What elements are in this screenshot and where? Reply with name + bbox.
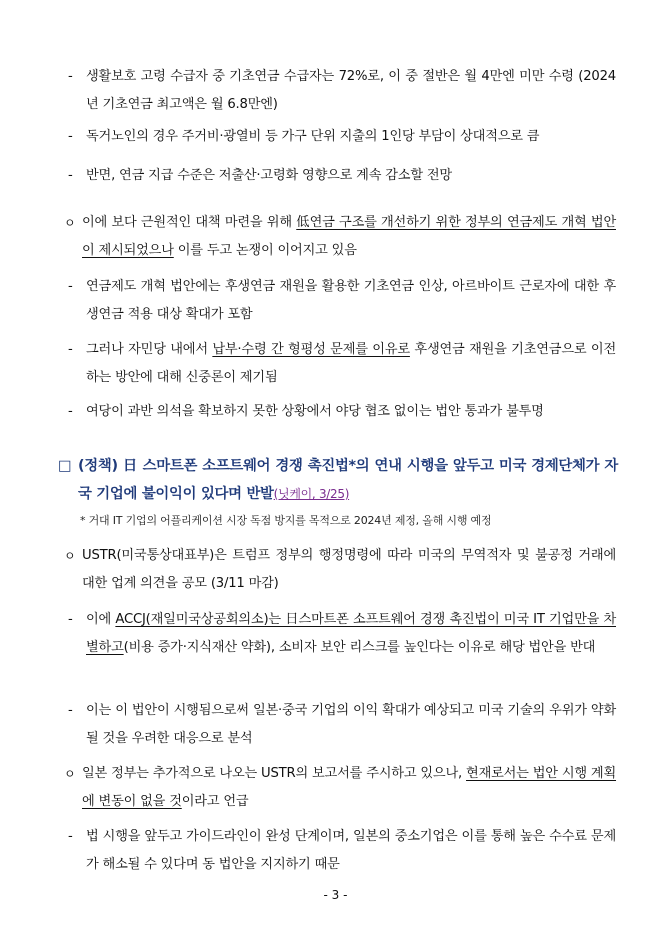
paragraph-text: 여당이 과반 의석을 확보하지 못한 상황에서 야당 협조 없이는 법안 통과가 불투명 <box>86 404 544 419</box>
bullet-reform-contents <box>68 273 616 329</box>
underlined-text: 납부·수령 간 형평성 문제를 이유로 <box>212 342 410 357</box>
dash-marker: - <box>68 703 73 718</box>
source-link[interactable]: (닛케이, 3/25) <box>273 487 350 501</box>
bullet-elderly-pension <box>68 63 616 119</box>
paragraph-text: 법 시행을 앞두고 가이드라인이 완성 단계이며, 일본의 중소기업은 이를 통해 높은 수수료 문제가 해소될 수 있다며 동 법안을 지지하기 때문 <box>86 829 616 872</box>
bullet-ldp-caution <box>68 336 616 392</box>
page-number: - 3 - <box>323 888 348 902</box>
bullet-accj <box>68 606 616 662</box>
dash-marker: - <box>68 612 73 627</box>
dash-marker: - <box>68 279 73 294</box>
bullet-ruling-party <box>68 398 616 426</box>
footnote: * 거대 IT 기업의 어플리케이션 시장 독점 방지를 목적으로 2024년 제정, 올해 시행 예정 <box>80 514 492 527</box>
paragraph-text: 연금제도 개혁 법안에는 후생연금 재원을 활용한 기초연금 인상, 아르바이트 근로자에 대한 후생연금 적용 대상 확대가 포함 <box>86 279 616 322</box>
paragraph-text: 일본 정부는 추가적으로 나오는 USTR의 보고서를 주시하고 있으나, 현재로서는 법안 시행 계획에 변동이 없을 것이라고 언급 <box>82 766 617 809</box>
bullet-ustr <box>64 542 616 598</box>
dash-marker: - <box>68 168 73 183</box>
paragraph-text: 반면, 연금 지급 수준은 저출산·고령화 영향으로 계속 감소할 전망 <box>86 168 452 183</box>
checkbox-square-icon: □ <box>58 458 72 474</box>
circle-marker: ㅇ <box>64 549 76 563</box>
paragraph-text: 생활보호 고령 수급자 중 기초연금 수급자는 72%로, 이 중 절반은 월 4만엔 미만 수령 (2024년 기초연금 최고액은 월 6.8만엔) <box>86 69 616 112</box>
circle-marker: ㅇ <box>64 767 76 781</box>
underlined-text: 현재로서는 법안 시행 계획에 변동이 없을 것 <box>82 766 617 809</box>
paragraph-text: 그러나 자민당 내에서 납부·수령 간 형평성 문제를 이유로 후생연금 재원을 기초연금으로 이전하는 방안에 대해 신중론이 제기됨 <box>86 342 616 385</box>
dash-marker: - <box>68 404 73 419</box>
paragraph-text: 이에 ACCJ(재일미국상공회의소)는 日스마트폰 소프트웨어 경쟁 촉진법이 미국 IT 기업만을 차별하고(비용 증가·지식재산 약화), 소비자 보안 리스크를 높인다는 이유로 해당 법안을 반대 <box>86 612 616 655</box>
bullet-reform-bill <box>64 209 616 265</box>
dash-marker: - <box>68 69 73 84</box>
section-heading <box>58 452 618 508</box>
circle-marker: ㅇ <box>64 216 76 230</box>
dash-marker: - <box>68 342 73 357</box>
dash-marker: - <box>68 129 73 144</box>
bullet-japan-gov <box>64 760 616 816</box>
paragraph-text: USTR(미국통상대표부)은 트럼프 정부의 행정명령에 따라 미국의 무역적자 및 불공정 거래에 대한 업계 의견을 공모 (3/11 마감) <box>82 548 616 591</box>
underlined-text: ACCJ(재일미국상공회의소)는 日스마트폰 소프트웨어 경쟁 촉진법이 미국 IT 기업만을 차별하고 <box>86 612 616 655</box>
paragraph-text: 이는 이 법안이 시행됨으로써 일본·중국 기업의 이익 확대가 예상되고 미국 기술의 우위가 약화될 것을 우려한 대응으로 분석 <box>86 703 616 746</box>
paragraph-text: 이에 보다 근원적인 대책 마련을 위해 低연금 구조를 개선하기 위한 정부의 연금제도 개혁 법안이 제시되었으나 이를 두고 논쟁이 이어지고 있음 <box>82 215 616 258</box>
bullet-living-alone <box>68 123 616 151</box>
paragraph-text: 독거노인의 경우 주거비·광열비 등 가구 단위 지출의 1인당 부담이 상대적으로 큼 <box>86 129 540 144</box>
dash-marker: - <box>68 829 73 844</box>
bullet-guidelines <box>68 823 616 879</box>
underlined-text: 低연금 구조를 개선하기 위한 정부의 연금제도 개혁 법안이 제시되었으나 <box>82 215 616 258</box>
bullet-pension-decline <box>68 162 616 190</box>
heading-text: (정책) 日 스마트폰 소프트웨어 경쟁 촉진법*의 연내 시행을 앞두고 미국 경제단체가 자국 기업에 불이익이 있다며 반발 <box>78 458 618 502</box>
bullet-analysis <box>68 697 616 753</box>
